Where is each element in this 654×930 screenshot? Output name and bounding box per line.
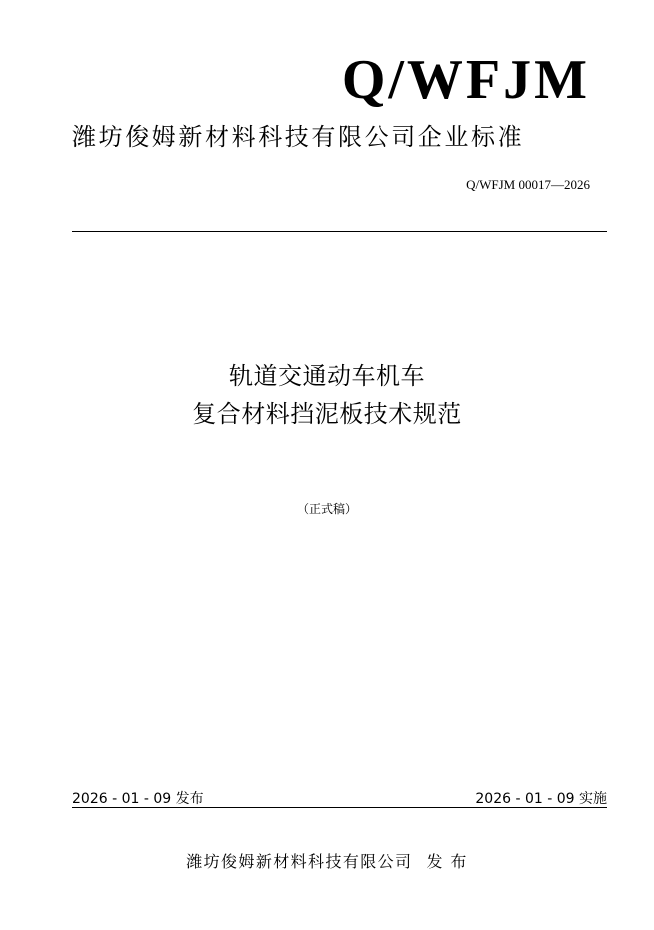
document-title bbox=[0, 357, 654, 433]
standard-code-logo: Q/WFJM bbox=[341, 49, 590, 111]
document-title-line-1: 轨道交通动车机车 bbox=[229, 362, 425, 390]
issuer-line bbox=[0, 849, 654, 872]
publish-date: 2026 - 01 - 09 发布 bbox=[72, 791, 204, 807]
document-title-line-2: 复合材料挡泥板技术规范 bbox=[192, 400, 462, 428]
footer-divider bbox=[72, 807, 607, 808]
header-divider bbox=[72, 231, 607, 232]
standard-category-title: 潍坊俊姆新材料科技有限公司企业标准 bbox=[72, 123, 525, 151]
implement-date: 2026 - 01 - 09 实施 bbox=[475, 791, 607, 807]
document-status: （正式稿） bbox=[296, 502, 357, 516]
issue-label: 发 布 bbox=[426, 852, 468, 871]
date-row bbox=[72, 788, 607, 808]
standard-number: Q/WFJM 00017—2026 bbox=[466, 177, 590, 192]
issuer-name: 潍坊俊姆新材料科技有限公司 bbox=[186, 852, 413, 871]
